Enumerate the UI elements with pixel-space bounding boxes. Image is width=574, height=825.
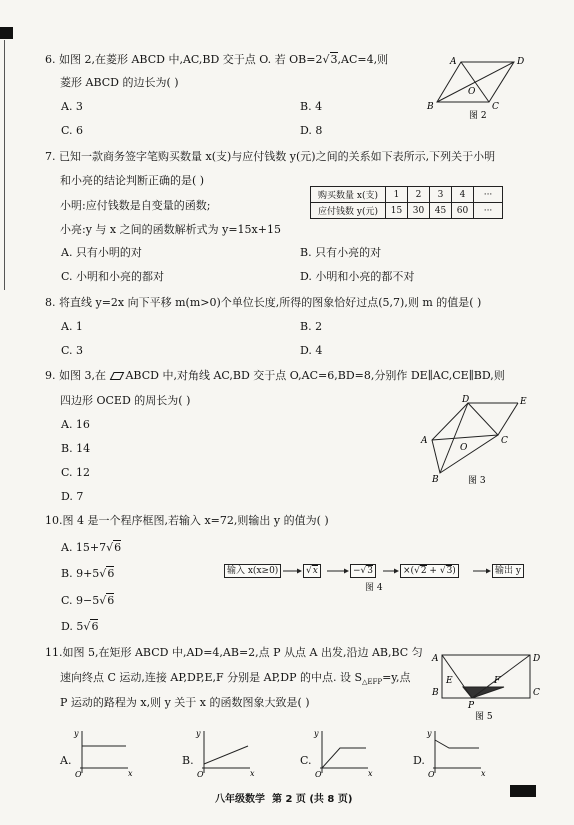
q11-stem-part: 速向终点 C 运动,连接 AP,DP,E,F 分别是 AP,DP 的中点. 设 S	[60, 671, 363, 684]
axis-x-label: x	[250, 769, 255, 778]
q6-stem-part: 6. 如图 2,在菱形 ABCD 中,AC,BD 交于点 O. 若 OB=2	[45, 53, 323, 66]
q9-stem-part: ABCD 中,对角线 AC,BD 交于点 O,AC=6,BD=8,分别作 DE∥AC,CE∥BD,则	[125, 369, 505, 382]
axis-origin-label: O	[75, 770, 82, 779]
q7-option-c[interactable]: C. 小明和小亮的都对	[61, 270, 165, 283]
flow-radicand: 2	[420, 566, 427, 576]
q7-stem-line2: 和小亮的结论判断正确的是( )	[60, 174, 205, 187]
sqrt-symbol: √	[306, 566, 312, 576]
q11-fig-caption: 图 5	[475, 712, 493, 722]
q11-subscript: △EFP	[362, 678, 383, 687]
q11-stem-line3: P 运动的路程为 x,则 y 关于 x 的函数图象大致是( )	[60, 696, 310, 709]
sqrt-symbol: √	[106, 541, 114, 554]
axis-origin-label: O	[315, 770, 322, 779]
q7-option-a[interactable]: A. 只有小明的对	[61, 246, 142, 259]
flow-op: +	[426, 566, 440, 576]
sqrt-symbol: √	[99, 567, 107, 580]
q7-option-d[interactable]: D. 小明和小亮的都不对	[300, 270, 415, 283]
q11-stem-line1: 11.如图 5,在矩形 ABCD 中,AD=4,AB=2,点 P 从点 A 出发,沿边 AB,BC 匀	[45, 646, 423, 659]
flow-radicand: x	[312, 566, 318, 576]
sqrt-symbol: √	[360, 566, 367, 576]
q9-fig-label-o: O	[460, 443, 468, 453]
q11-option-d-label[interactable]: D.	[413, 754, 425, 767]
q7-stem-line4: 小亮:y 与 x 之间的函数解析式为 y=15x+15	[60, 223, 281, 236]
q10-option-a[interactable]	[61, 541, 121, 555]
q6-fig-label-d: D	[517, 57, 525, 67]
q10-radicand: 6	[114, 541, 122, 554]
q6-stem-line2: 菱形 ABCD 的边长为( )	[60, 76, 179, 89]
q9-option-a[interactable]: A. 16	[61, 418, 90, 431]
table-cell: 购买数量 x(支)	[311, 187, 386, 203]
q11-fig-label-p: P	[468, 701, 475, 711]
corner-marker-bottom-right	[510, 785, 536, 797]
page-footer: 八年级数学 第 2 页 (共 8 页)	[215, 794, 353, 805]
q7-option-b[interactable]: B. 只有小亮的对	[300, 246, 382, 259]
q11-stem-line2	[60, 671, 411, 689]
q6-option-c[interactable]: C. 6	[61, 124, 84, 137]
q11-graph-a[interactable]	[72, 728, 132, 778]
q10-radicand: 6	[107, 567, 115, 580]
q10-radicand: 6	[91, 620, 99, 633]
q7-data-table	[310, 186, 503, 219]
q11-stem-part: =y,点	[382, 671, 411, 684]
q11-option-a-label[interactable]: A.	[60, 754, 72, 767]
q9-parallelogram-figure	[420, 395, 540, 490]
table-cell: 60	[452, 203, 474, 219]
flow-input-box: 输入 x(x≥0)	[224, 564, 281, 578]
sqrt-symbol: √	[83, 620, 91, 633]
axis-y-label: y	[314, 729, 319, 738]
axis-y-label: y	[427, 729, 432, 738]
q9-option-c[interactable]: C. 12	[61, 466, 91, 479]
table-cell: 15	[386, 203, 408, 219]
q8-stem: 8. 将直线 y=2x 向下平移 m(m>0)个单位长度,所得的图象恰好过点(5,7),则 m 的值是( )	[45, 296, 482, 309]
q9-fig-label-d: D	[462, 395, 470, 405]
q10-option-text: C. 9−5	[61, 594, 100, 607]
q6-stem-part: ,AC=4,则	[337, 53, 389, 66]
q9-fig-label-c: C	[501, 436, 508, 446]
q7-stem-line1: 7. 已知一款商务签字笔购买数量 x(支)与应付钱数 y(元)之间的关系如下表所示,下列关于小明	[45, 150, 496, 163]
q6-stem-line1	[45, 53, 388, 67]
q10-option-text: D. 5	[61, 620, 84, 633]
q9-fig-label-e: E	[520, 397, 527, 407]
flow-radicand: 3	[446, 566, 453, 576]
q11-fig-label-f: F	[494, 676, 501, 686]
q6-radicand: 3	[330, 53, 338, 66]
q10-option-d[interactable]	[61, 620, 98, 634]
sqrt-symbol: √	[322, 53, 330, 66]
flow-radicand: 3	[367, 566, 374, 576]
q11-graph-c[interactable]	[312, 728, 372, 778]
q6-fig-label-o: O	[468, 87, 476, 97]
q9-stem-part: 9. 如图 3,在	[45, 369, 106, 382]
parallelogram-icon	[110, 372, 124, 380]
flow-op: )	[452, 566, 456, 576]
table-cell: 2	[408, 187, 430, 203]
table-cell: 1	[386, 187, 408, 203]
q9-fig-label-b: B	[432, 475, 439, 485]
left-binding-line	[4, 40, 5, 290]
table-cell: ···	[474, 187, 503, 203]
q11-fig-label-c: C	[533, 688, 540, 698]
flow-output-box: 输出 y	[492, 564, 524, 578]
table-cell: ···	[474, 203, 503, 219]
sqrt-symbol: √	[439, 566, 446, 576]
q10-radicand: 6	[107, 594, 115, 607]
q8-option-a[interactable]: A. 1	[61, 320, 83, 333]
q10-option-c[interactable]	[61, 594, 114, 608]
table-cell: 45	[430, 203, 452, 219]
q9-option-d[interactable]: D. 7	[61, 490, 84, 503]
q11-graph-d[interactable]	[425, 728, 485, 778]
table-row	[311, 203, 503, 219]
q7-stem-line3: 小明:应付钱数是自变量的函数;	[60, 199, 211, 212]
axis-y-label: y	[74, 729, 79, 738]
table-cell: 3	[430, 187, 452, 203]
q10-option-b[interactable]	[61, 567, 114, 581]
table-row	[311, 187, 503, 203]
q6-fig-label-a: A	[450, 57, 457, 67]
q9-fig-label-a: A	[421, 436, 428, 446]
flow-op: −	[353, 566, 361, 576]
table-cell: 4	[452, 187, 474, 203]
q11-fig-label-d: D	[533, 654, 541, 664]
q11-fig-label-a: A	[432, 654, 439, 664]
q11-fig-label-b: B	[432, 688, 439, 698]
table-cell: 应付钱数 y(元)	[311, 203, 386, 219]
q6-fig-caption: 图 2	[469, 111, 487, 121]
q11-option-b-label[interactable]: B.	[182, 754, 194, 767]
q10-option-text: A. 15+7	[61, 541, 107, 554]
q10-stem: 10.图 4 是一个程序框图,若输入 x=72,则输出 y 的值为( )	[45, 514, 329, 527]
q9-stem-line1	[45, 369, 505, 383]
q9-stem-line2: 四边形 OCED 的周长为( )	[60, 394, 191, 407]
axis-origin-label: O	[428, 770, 435, 779]
q6-option-b[interactable]: B. 4	[300, 100, 323, 113]
axis-x-label: x	[368, 769, 373, 778]
q9-fig-caption: 图 3	[468, 476, 486, 486]
axis-y-label: y	[196, 729, 201, 738]
q11-fig-label-e: E	[446, 676, 453, 686]
q8-option-d[interactable]: D. 4	[300, 344, 323, 357]
q10-flow-caption: 图 4	[365, 583, 383, 593]
q9-option-b[interactable]: B. 14	[61, 442, 91, 455]
q6-option-d[interactable]: D. 8	[300, 124, 323, 137]
q10-option-text: B. 9+5	[61, 567, 100, 580]
axis-x-label: x	[128, 769, 133, 778]
q6-option-a[interactable]: A. 3	[61, 100, 83, 113]
q6-fig-label-c: C	[492, 102, 499, 112]
sqrt-symbol: √	[99, 594, 107, 607]
q11-rectangle-figure	[430, 645, 540, 725]
axis-x-label: x	[481, 769, 486, 778]
axis-origin-label: O	[197, 770, 204, 779]
q11-graph-b[interactable]	[194, 728, 254, 778]
q8-option-b[interactable]: B. 2	[300, 320, 323, 333]
q6-rhombus-figure	[425, 52, 535, 122]
sqrt-symbol: √	[414, 566, 420, 576]
flow-arrows	[280, 564, 574, 578]
q6-fig-label-b: B	[427, 102, 434, 112]
q8-option-c[interactable]: C. 3	[61, 344, 84, 357]
table-cell: 30	[408, 203, 430, 219]
q11-option-c-label[interactable]: C.	[300, 754, 312, 767]
corner-marker-top-left	[0, 27, 13, 39]
flow-op: ×(	[403, 566, 415, 576]
